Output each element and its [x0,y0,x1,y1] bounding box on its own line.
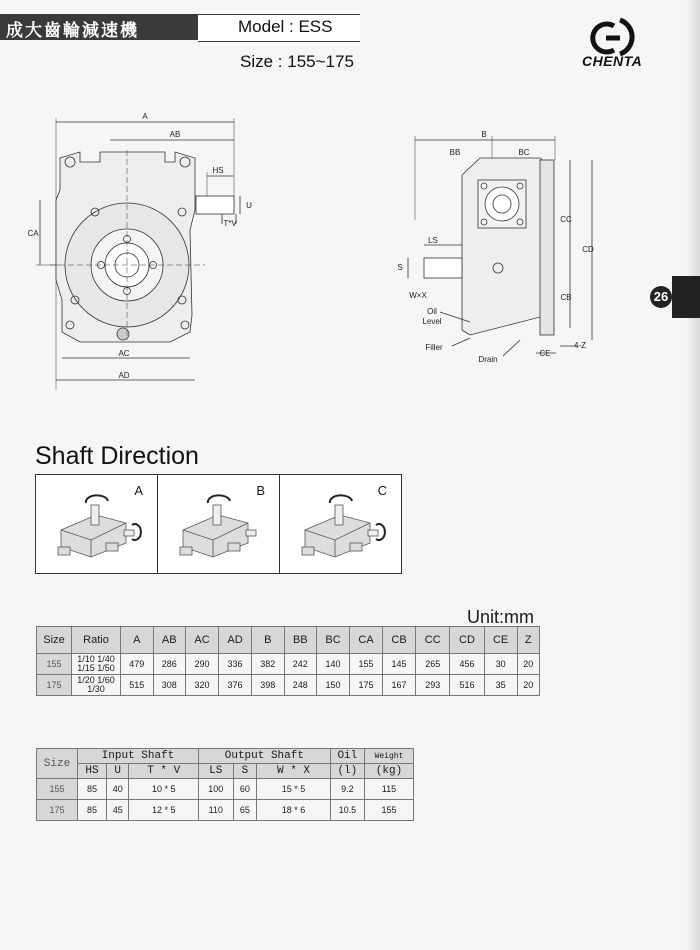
value-cell: 155 [350,654,383,675]
value-cell: 18 * 6 [257,800,330,821]
ratio-line: 1/30 [87,684,105,694]
value-cell: 35 [484,675,517,696]
weight-unit: (kg) [364,764,413,779]
value-cell: 456 [450,654,484,675]
value-cell: 286 [153,654,186,675]
value-cell: 110 [198,800,233,821]
col-header: Z [517,627,539,654]
dim-label-4z: 4-Z [574,341,586,350]
shaft-table [36,748,414,821]
dim-label-wx: W×X [409,291,427,300]
brand-name: CHENTA [582,53,643,69]
dim-label-s: S [397,263,403,272]
value-cell: 145 [383,654,416,675]
page-number: 26 [650,286,672,308]
col-header: HS [78,764,107,779]
ratio-line: 1/20 1/60 [77,675,115,685]
dim-label-ls: LS [428,236,438,245]
dim-label-ca: CA [27,229,39,238]
value-cell: 115 [364,779,413,800]
value-cell: 376 [219,675,252,696]
value-cell: 382 [252,654,285,675]
ratio-line: 1/10 1/40 [77,654,115,664]
weight-header: Weight [364,749,413,764]
panel-label-a: A [134,483,143,498]
shaft-direction-title: Shaft Direction [35,442,199,470]
technical-drawing [0,100,700,400]
dim-label-ce: CE [539,349,551,358]
col-header: CC [416,627,450,654]
size-range: Size : 155~175 [240,52,354,71]
col-header: AD [219,627,252,654]
value-cell: 60 [233,779,257,800]
value-cell: 20 [517,654,539,675]
col-header: Ratio [72,627,121,654]
value-cell: 10 * 5 [129,779,199,800]
value-cell: 308 [153,675,186,696]
dim-label-ad: AD [118,371,130,380]
dim-label-tv: T*V [223,219,237,228]
col-header: A [121,627,154,654]
oil-header: Oil [330,749,364,764]
col-header: W * X [257,764,330,779]
col-header: BC [317,627,350,654]
unit-label: Unit:mm [467,607,534,627]
panel-label-b: B [256,483,265,498]
size-cell: 175 [37,675,72,696]
model-title: Model : ESS [238,17,333,36]
gearbox-c-icon [280,475,401,573]
value-cell: 336 [219,654,252,675]
shaft-table-group-header [37,749,414,764]
value-cell: 30 [484,654,517,675]
value-cell: 150 [317,675,350,696]
dim-label-b: B [481,130,487,139]
dim-label-bb: BB [449,148,461,157]
dim-label-ac: AC [118,349,130,358]
col-header: CD [450,627,484,654]
ratio-cell [72,675,121,696]
dimension-table [36,626,540,696]
shaft-direction-panel-a [36,475,158,573]
value-cell: 85 [78,800,107,821]
label-oil: Oil [427,307,437,316]
value-cell: 248 [284,675,317,696]
value-cell: 85 [78,779,107,800]
value-cell: 398 [252,675,285,696]
value-cell: 516 [450,675,484,696]
col-header: CA [350,627,383,654]
value-cell: 515 [121,675,154,696]
dimension-table-header [37,627,540,654]
value-cell: 140 [317,654,350,675]
col-header: T * V [129,764,199,779]
ratio-line: 1/15 1/50 [77,663,115,673]
value-cell: 293 [416,675,450,696]
dim-label-bc: BC [518,148,530,157]
dim-label-cb: CB [560,293,572,302]
oil-unit: (l) [330,764,364,779]
value-cell: 40 [106,779,128,800]
col-header: B [252,627,285,654]
col-header: U [106,764,128,779]
col-header: AB [153,627,186,654]
value-cell: 20 [517,675,539,696]
dim-label-u: U [246,201,252,210]
value-cell: 265 [416,654,450,675]
value-cell: 175 [350,675,383,696]
shaft-direction-panel-c [280,475,401,573]
label-level: Level [422,317,442,326]
label-drain: Drain [478,355,498,364]
col-header: AC [186,627,219,654]
value-cell: 15 * 5 [257,779,330,800]
value-cell: 479 [121,654,154,675]
dim-label-hs: HS [212,166,224,175]
dim-label-ab: AB [169,130,181,139]
shaft-table-subheader [37,764,414,779]
output-shaft-header: Output Shaft [198,749,330,764]
size-cell: 155 [37,779,78,800]
value-cell: 10.5 [330,800,364,821]
value-cell: 167 [383,675,416,696]
value-cell: 242 [284,654,317,675]
table-row [37,675,540,696]
dim-label-cd: CD [582,245,594,254]
size-cell: 155 [37,654,72,675]
col-header: Size [37,627,72,654]
dim-label-cc: CC [560,215,572,224]
input-shaft-header: Input Shaft [78,749,199,764]
value-cell: 100 [198,779,233,800]
col-header: S [233,764,257,779]
col-header: CB [383,627,416,654]
company-chinese-title: 成大齒輪減速機 [6,21,139,40]
shaft-direction-panel-b [158,475,280,573]
table-row [37,654,540,675]
gearbox-b-icon [158,475,279,573]
col-header: BB [284,627,317,654]
size-header: Size [37,749,78,779]
value-cell: 320 [186,675,219,696]
table-row [37,779,414,800]
gearbox-a-icon [36,475,157,573]
value-cell: 155 [364,800,413,821]
ratio-cell [72,654,121,675]
label-filler: Filler [425,343,443,352]
value-cell: 9.2 [330,779,364,800]
col-header: CE [484,627,517,654]
value-cell: 290 [186,654,219,675]
dim-label-a: A [142,112,148,121]
size-cell: 175 [37,800,78,821]
panel-label-c: C [377,483,387,498]
table-row [37,800,414,821]
shaft-direction-panels [35,474,402,574]
value-cell: 12 * 5 [129,800,199,821]
value-cell: 45 [106,800,128,821]
value-cell: 65 [233,800,257,821]
col-header: LS [198,764,233,779]
